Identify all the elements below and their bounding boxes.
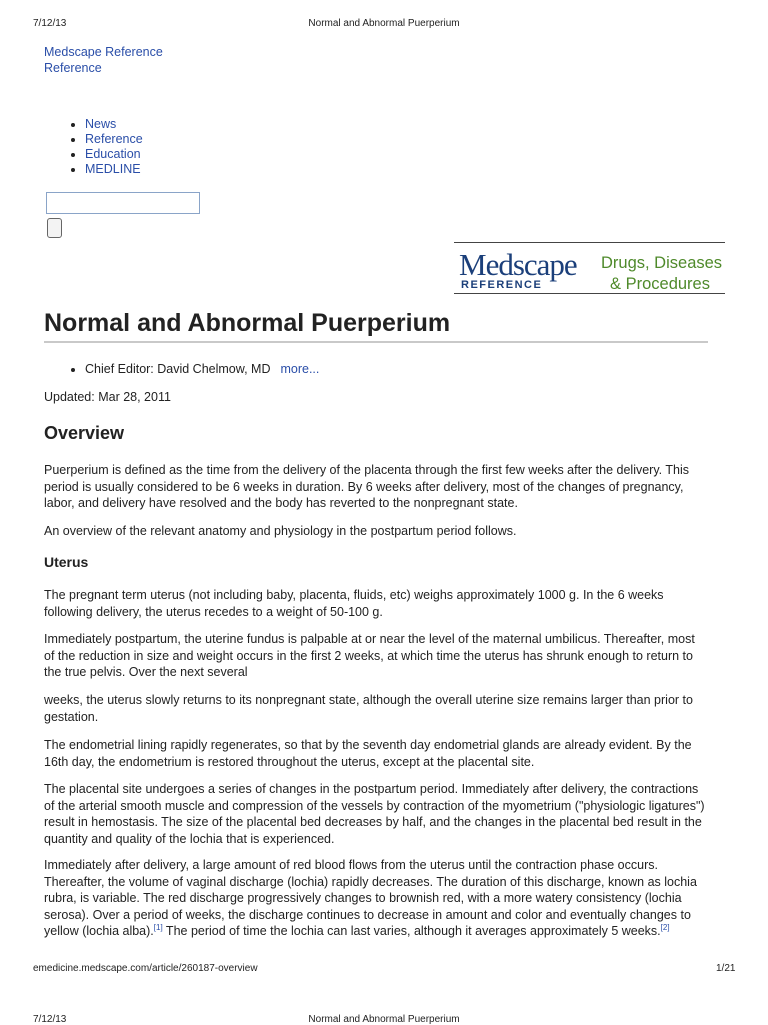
- print-title: Normal and Abnormal Puerperium: [308, 18, 460, 29]
- nav-item-reference[interactable]: • Reference: [85, 132, 143, 147]
- uterus-paragraph-2-continued: weeks, the uterus slowly returns to its nonpregnant state, although the overall uterine size remains larger than prior to gestation.: [44, 693, 693, 724]
- overview-heading: Overview: [44, 423, 125, 443]
- reference-1-link[interactable]: [1]: [153, 922, 163, 932]
- logo-reference-label: REFERENCE: [461, 279, 543, 291]
- uterus-paragraph-1: The pregnant term uterus (not including baby, placenta, fluids, etc) weighs approximately 1000 g. In the 6 weeks following delivery, the uterus recedes to a weight of 50-100 g.: [44, 588, 664, 619]
- nav-item-medline[interactable]: • MEDLINE: [85, 162, 143, 177]
- logo-tagline: Drugs, Diseases & Procedures: [601, 254, 723, 293]
- overview-paragraph-1: Puerperium is defined as the time from the delivery of the placenta through the first few weeks after the delivery. This period is usually considered to be 6 weeks in duration. By 6 weeks after delivery, most of the changes of pregnancy, labor, and delivery have resolved and the body has reverted to the nonpregnant state.: [44, 463, 689, 510]
- nav-item-education[interactable]: • Education: [85, 147, 143, 162]
- chief-editor: • Chief Editor: David Chelmow, MD more...: [85, 362, 319, 376]
- print-date-page-2: 7/12/13: [33, 1014, 67, 1025]
- uterus-paragraph-4: The placental site undergoes a series of changes in the postpartum period. Immediately after delivery, the contractions of the arterial smooth muscle and compression of the vessels by contraction of the myometrium ("physiologic ligatures") result in hemostasis. The size of the placental bed decreases by half, and the changes in the placental bed result in the quantity and quality of the lochia that is experienced.: [44, 782, 705, 846]
- site-header: [44, 44, 163, 76]
- reference-2-link[interactable]: [2]: [660, 922, 670, 932]
- print-title-page-2: Normal and Abnormal Puerperium: [308, 1014, 460, 1025]
- reference-link[interactable]: Reference: [44, 61, 102, 75]
- editor-list: [67, 362, 319, 376]
- uterus-heading: Uterus: [44, 554, 89, 570]
- title-divider: [44, 341, 708, 343]
- overview-paragraph-2: An overview of the relevant anatomy and physiology in the postpartum period follows.: [44, 524, 517, 538]
- medscape-logo: Medscape: [459, 247, 577, 282]
- search-button[interactable]: [47, 218, 62, 238]
- medscape-reference-link[interactable]: Medscape Reference: [44, 45, 163, 59]
- updated-date: Updated: Mar 28, 2011: [44, 390, 171, 404]
- uterus-paragraph-5: Immediately after delivery, a large amount of red blood flows from the uterus until the contraction phase occurs. Thereafter, the volume of vaginal discharge (lochia) rapidly decreases. The duration of this discharge, known as lochia rubra, is variable. The red discharge progressively changes to brownish red, with a more watery consistency (lochia serosa). Over a period of weeks, the discharge continues to decrease in amount and color and eventually changes to yellow (lochia alba).[1] The period of time the lochia can last varies, although it averages approximately 5 weeks.[2]: [44, 858, 697, 938]
- print-date: 7/12/13: [33, 18, 67, 29]
- print-page-number: 1/21: [716, 963, 736, 974]
- uterus-paragraph-2: Immediately postpartum, the uterine fundus is palpable at or near the level of the maternal umbilicus. Thereafter, most of the reduction in size and weight occurs in the first 2 weeks, at which time the uterus has shrunk enough to return to the true pelvis. Over the next several: [44, 632, 695, 679]
- print-url: emedicine.medscape.com/article/260187-overview: [33, 963, 258, 974]
- nav-item-news[interactable]: • News: [85, 117, 143, 132]
- search-input[interactable]: [46, 192, 200, 214]
- uterus-paragraph-3: The endometrial lining rapidly regenerates, so that by the seventh day endometrial glands are already evident. By the 16th day, the endometrium is restored throughout the uterus, except at the placental site.: [44, 738, 692, 769]
- main-nav: [67, 117, 143, 177]
- more-link[interactable]: more...: [280, 362, 320, 376]
- page-title: Normal and Abnormal Puerperium: [44, 309, 451, 337]
